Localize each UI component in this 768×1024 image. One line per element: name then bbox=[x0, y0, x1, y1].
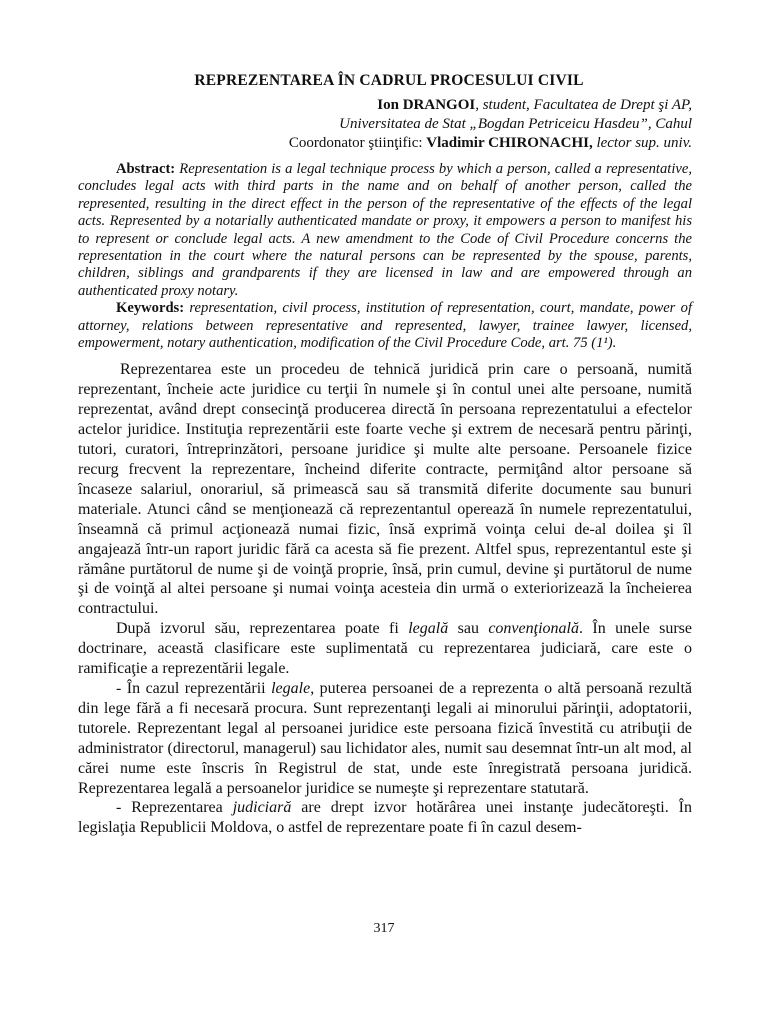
coordinator-name: Vladimir CHIRONACHI, bbox=[426, 135, 593, 151]
term-judiciara: judiciară bbox=[232, 799, 292, 817]
body-text: După izvorul său, reprezentarea poate fi bbox=[116, 620, 409, 638]
keywords bbox=[78, 300, 692, 352]
coordinator-title: lector sup. univ. bbox=[592, 135, 692, 151]
keywords-text: representation, civil process, institution of representation, court, mandate, power of attorney, relations between representative and represented, lawyer, trainee lawyer, licensed, empowerment, notary authentication, modification of the Civil Procedure Code, art. 75 (1¹). bbox=[78, 300, 692, 352]
body-text: , puterea persoanei de a reprezenta o altă persoană rezultă din lege fără a fi necesară procura. Sunt reprezentanţi legali ai minorului părinţii, adoptatorii, tutorele. Reprezentant legal al persoanei juridice este persoana fizică învestită cu atribuţii de administrator (directorul, managerul) sau lichidator ales, numit sau desemnat într-un alt mod, al cărei nume este înscris în Registrul de stat, unde este înregistrată persoana juridică. Reprezentarea legală a persoanelor juridice se numeşte şi reprezentare statutară. bbox=[78, 679, 693, 797]
body-text: . În unele surse doctrinare, această clasificare este suplimentată cu reprezentarea judiciară, care este o ramificaţie a reprezentării legale. bbox=[78, 620, 692, 678]
author-affiliation: Universitatea de Stat „Bogdan Petriceicu Hasdeu”, Cahul bbox=[339, 116, 692, 132]
body-paragraph-4 bbox=[78, 798, 692, 838]
author-name: Ion DRANGOI bbox=[377, 97, 476, 113]
body-paragraph-3 bbox=[78, 679, 692, 798]
coordinator-label: Coordonator ştiinţific: bbox=[288, 135, 427, 151]
body-text: sau bbox=[448, 620, 489, 638]
body-text: - În cazul reprezentării bbox=[116, 679, 272, 697]
term-conventionala: convenţională bbox=[488, 620, 579, 638]
body-text: - Reprezentarea bbox=[116, 799, 233, 817]
author-role: , student, Facultatea de Drept şi AP, bbox=[475, 97, 692, 113]
keywords-label: Keywords: bbox=[116, 300, 185, 317]
body-paragraph-2 bbox=[78, 619, 692, 679]
abstract bbox=[78, 161, 692, 300]
term-legala: legală bbox=[408, 620, 449, 638]
article-page bbox=[78, 72, 692, 838]
article-title: REPREZENTAREA ÎN CADRUL PROCESULUI CIVIL bbox=[194, 72, 584, 89]
article-body bbox=[78, 360, 692, 838]
coordinator-line bbox=[78, 134, 692, 153]
term-legale: legale bbox=[271, 679, 311, 697]
body-text: are drept izvor hotărârea unei instanţe judecătoreşti. În legislaţia Republicii Moldova, o astfel de reprezentare poate fi în cazul desem- bbox=[78, 799, 693, 837]
body-paragraph-1: Reprezentarea este un procedeu de tehnică juridică prin care o persoană, numită reprezentant, încheie acte juridice cu terţii în numele şi în contul unei alte persoane, numită reprezentat, având drept consecinţă producerea directă în persoana reprezentatului a efectelor actelor juridice. Instituţia reprezentării este foarte veche şi extrem de necesară pentru părinţi, tutori, curatori, întreprinzători, persoane juridice şi multe alte persoane. Persoanele fizice recurg frecvent la reprezentare, încheind diferite contracte, permiţând altor persoane să încaseze salariul, onorariul, să primească sau să transmită diferite documente sau bunuri materiale. Atunci când se menţionează că reprezentantul operează în numele reprezentatului, înseamnă că primul acţionează numai fizic, însă exprimă voinţa celui de-al doilea şi îl angajează într-un raport juridic fără ca acesta să fie prezent. Altfel spus, reprezentantul este şi rămâne purtătorul de nume şi de voinţă proprie, însă, prin cumul, devine şi purtătorul de nume şi de voinţă al altei persoane şi numai voinţa acesteia din urmă o exteriorizează la încheierea contractului. bbox=[78, 361, 692, 618]
abstract-label: Abstract: bbox=[116, 161, 176, 177]
abstract-text: Representation is a legal technique process by which a person, called a representative, concludes legal acts with third parts in the name and on behalf of another person, called the represented, resulting in the direct effect in the person of the representative of the effects of the legal acts. Represented by a notarially authenticated mandate or proxy, it empowers a person to manifest his to represent or conclude legal acts. A new amendment to the Code of Civil Procedure concerns the representation in the court where the natural persons can be represented by the spouse, parents, children, siblings and grandparents if they are licensed in law and are empowered through an authenticated proxy notary. bbox=[78, 161, 692, 299]
author-block bbox=[78, 96, 692, 153]
page-number: 317 bbox=[373, 921, 395, 936]
author-line bbox=[78, 96, 692, 115]
